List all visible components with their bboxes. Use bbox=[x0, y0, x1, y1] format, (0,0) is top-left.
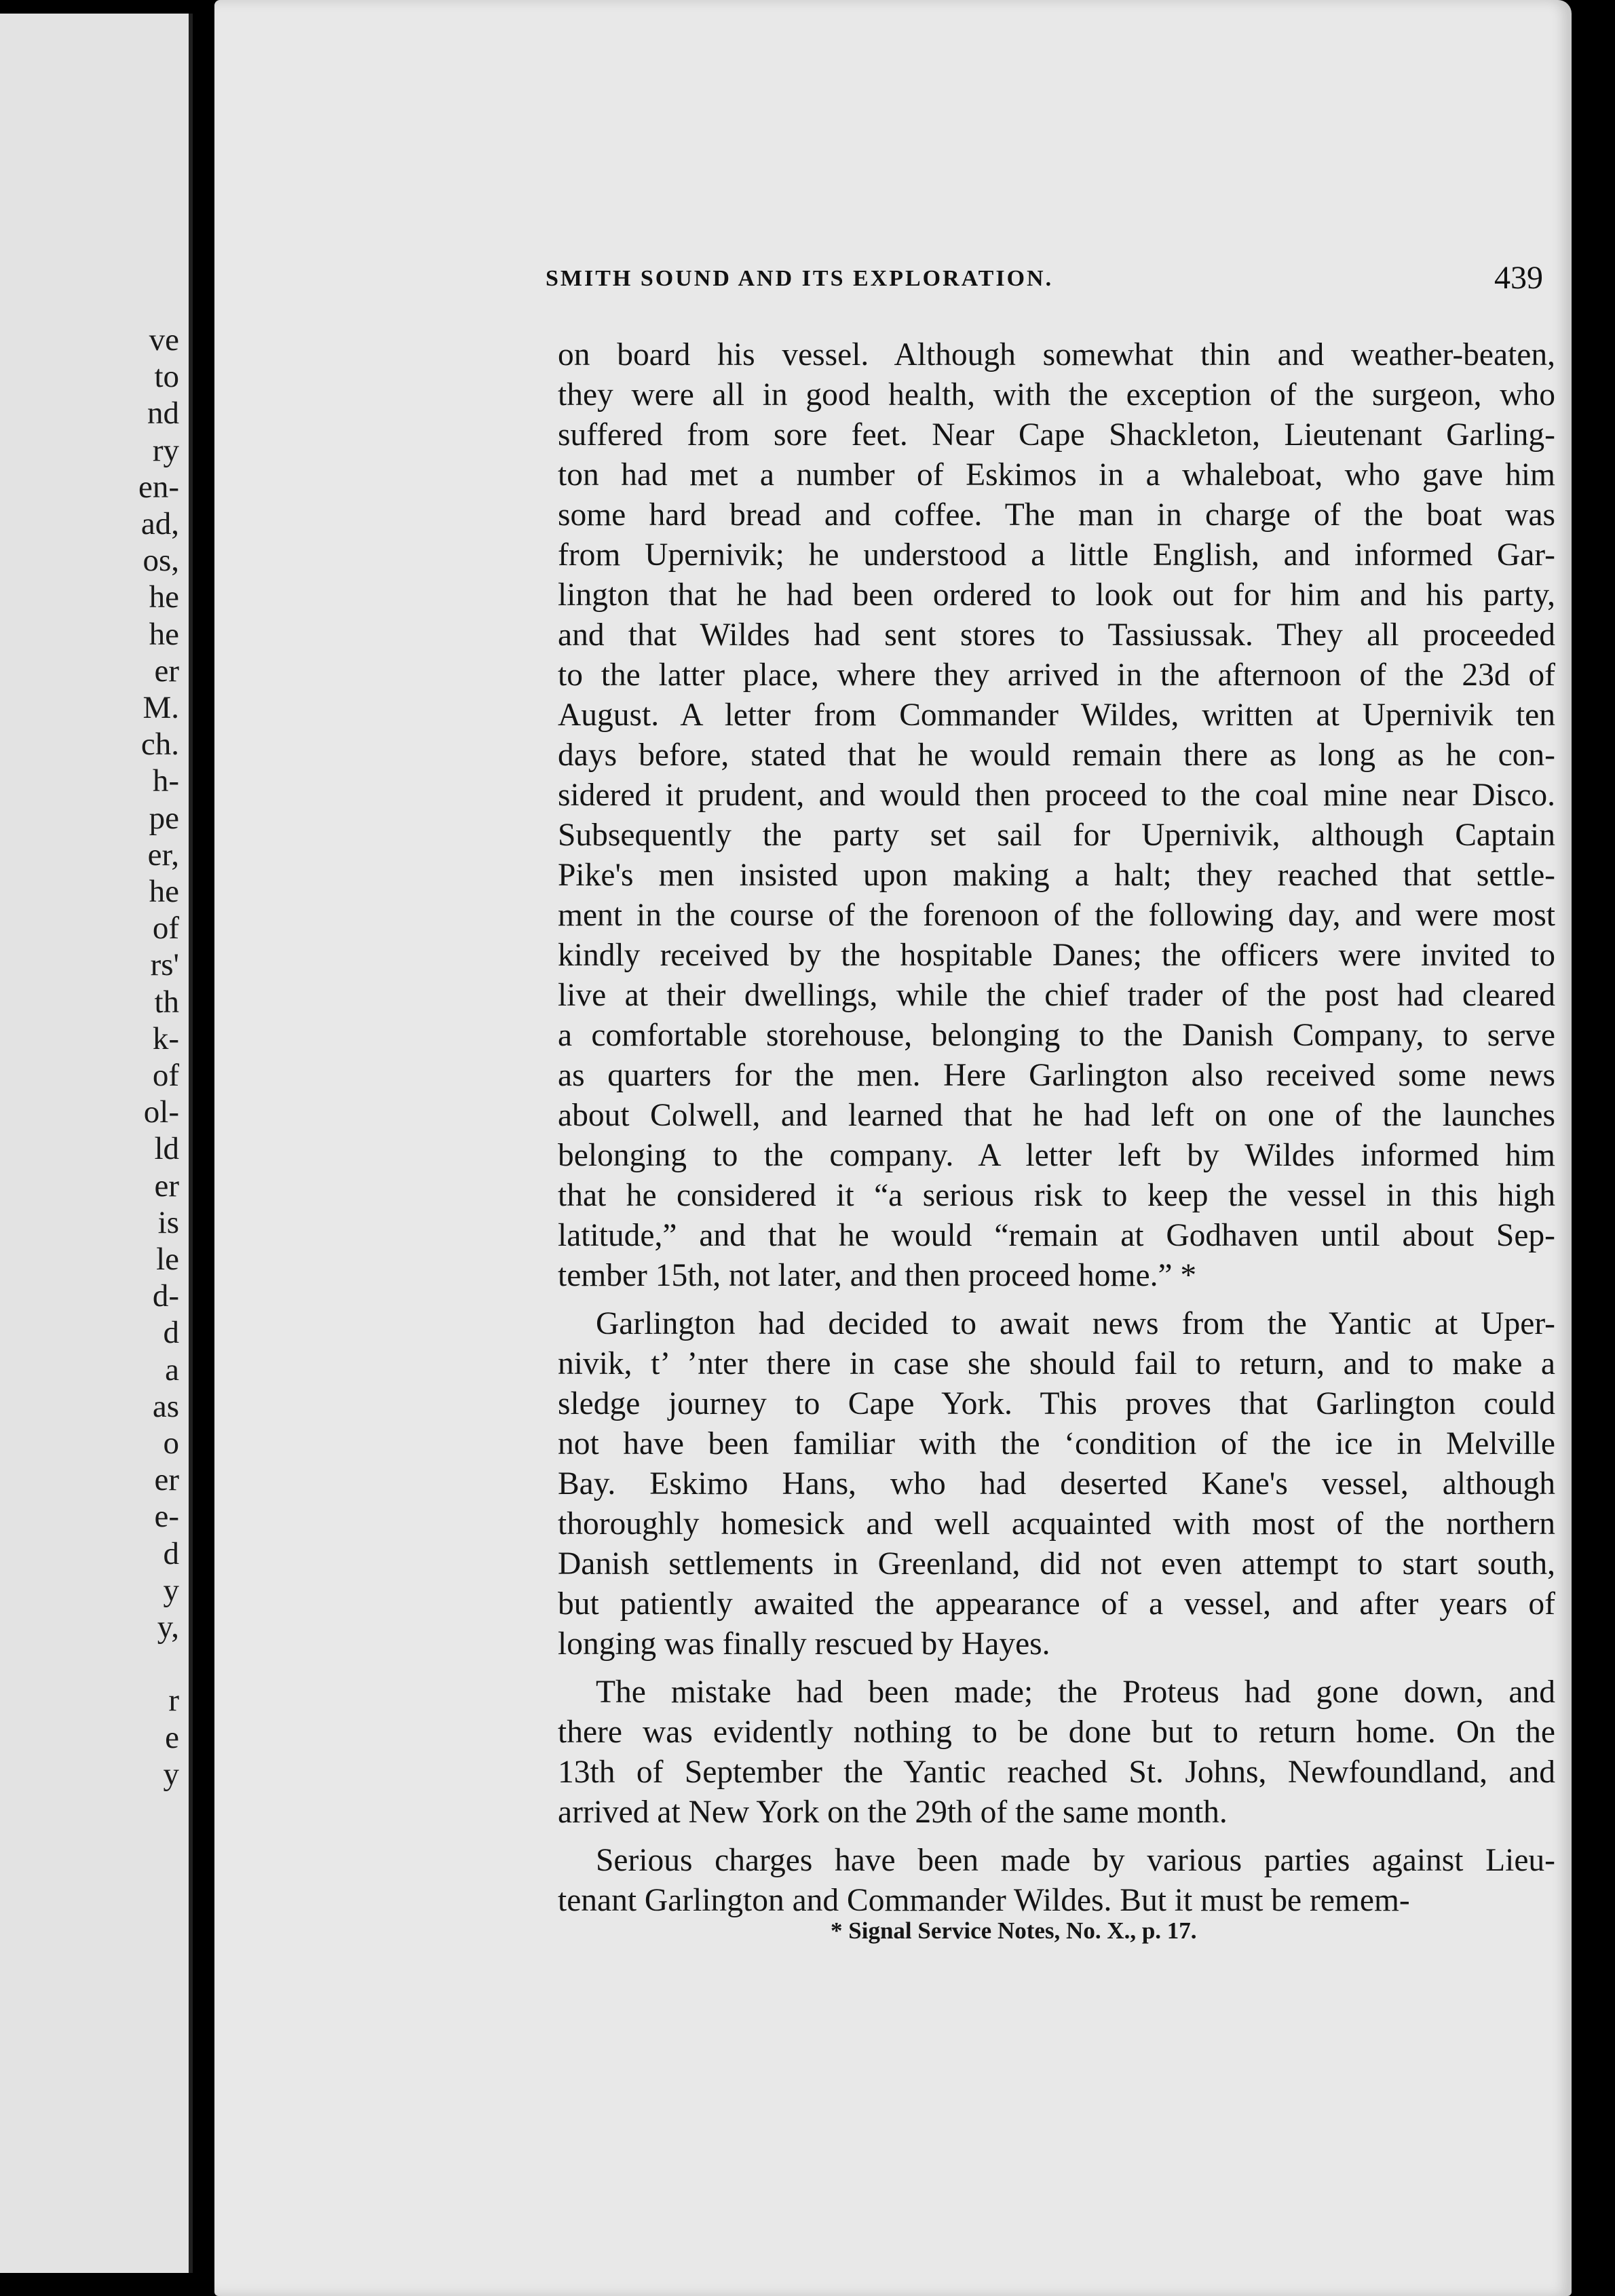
text-line: Bay. Eskimo Hans, who had deserted Kane's vessel, although bbox=[558, 1466, 1555, 1501]
text-line: about Colwell, and learned that he had left on one of the launches bbox=[558, 1098, 1555, 1133]
left-page-fragment: y bbox=[163, 1572, 179, 1608]
left-page-fragment: ry bbox=[152, 432, 179, 468]
text-line: arrived at New York on the 29th of the same month. bbox=[558, 1795, 1228, 1830]
text-line: that he considered it “a serious risk to keep the vessel in this high bbox=[558, 1178, 1555, 1213]
left-page-fragment: er bbox=[154, 1168, 179, 1204]
text-line: thoroughly homesick and well acquainted with most of the northern bbox=[558, 1506, 1555, 1542]
left-page-fragment: r bbox=[168, 1683, 179, 1719]
page-number: 439 bbox=[1494, 260, 1543, 296]
left-page-fragment: he bbox=[149, 579, 179, 615]
text-line: tenant Garlington and Commander Wildes. But it must be remem- bbox=[558, 1883, 1410, 1918]
text-line: they were all in good health, with the exception of the surgeon, who bbox=[558, 377, 1555, 413]
text-line: sidered it prudent, and would then proceed to the coal mine near Disco. bbox=[558, 778, 1555, 813]
left-page-fragment: a bbox=[165, 1352, 179, 1388]
text-line: August. A letter from Commander Wildes, written at Upernivik ten bbox=[558, 697, 1555, 733]
text-line: ton had met a number of Eskimos in a whaleboat, who gave him bbox=[558, 457, 1555, 493]
book-page bbox=[214, 0, 1572, 2296]
left-page-fragment: nd bbox=[147, 396, 179, 432]
text-line: some hard bread and coffee. The man in charge of the boat was bbox=[558, 497, 1555, 533]
text-line: belonging to the company. A letter left by Wildes informed him bbox=[558, 1138, 1555, 1173]
text-line: and that Wildes had sent stores to Tassiussak. They all proceeded bbox=[558, 617, 1555, 653]
left-page-fragment: ld bbox=[154, 1131, 179, 1167]
text-line: but patiently awaited the appearance of a vessel, and after years of bbox=[558, 1586, 1555, 1622]
running-head bbox=[546, 259, 1543, 307]
left-page-fragment: he bbox=[149, 874, 179, 909]
left-page-fragment: y bbox=[163, 1756, 179, 1792]
left-page-fragment: as bbox=[152, 1388, 179, 1424]
left-page-fragment: d bbox=[163, 1315, 179, 1351]
left-page-fragment: le bbox=[156, 1242, 179, 1277]
text-line: from Upernivik; he understood a little English, and informed Gar- bbox=[558, 537, 1555, 573]
text-line: days before, stated that he would remain there as long as he con- bbox=[558, 738, 1555, 773]
text-line: Danish settlements in Greenland, did not even attempt to start south, bbox=[558, 1546, 1555, 1582]
left-page-fragment: e- bbox=[154, 1499, 179, 1535]
left-page-fragment: o bbox=[163, 1426, 179, 1461]
paragraph bbox=[558, 1672, 1555, 1833]
text-line: lington that he had been ordered to look out for him and his party, bbox=[558, 577, 1555, 613]
left-page-fragment: ve bbox=[149, 322, 179, 358]
text-line: longing was finally rescued by Hayes. bbox=[558, 1626, 1050, 1662]
text-line: Subsequently the party set sail for Upernivik, although Captain bbox=[558, 818, 1555, 853]
left-page-fragment: en- bbox=[138, 469, 179, 505]
text-line: sledge journey to Cape York. This proves that Garlington could bbox=[558, 1386, 1555, 1421]
left-page-fragment: pe bbox=[149, 800, 179, 836]
paragraph bbox=[558, 1841, 1555, 1921]
text-line: ment in the course of the forenoon of the following day, and were most bbox=[558, 898, 1555, 933]
left-page-fragment: e bbox=[165, 1719, 179, 1755]
text-line: on board his vessel. Although somewhat thin and weather-beaten, bbox=[558, 337, 1555, 372]
text-line: there was evidently nothing to be done but to return home. On the bbox=[558, 1715, 1555, 1750]
text-line: not have been familiar with the ‘condition of the ice in Melville bbox=[558, 1426, 1555, 1461]
left-page-fragment: ol- bbox=[143, 1094, 179, 1130]
text-line: as quarters for the men. Here Garlington also received some news bbox=[558, 1058, 1555, 1093]
text-line: The mistake had been made; the Proteus had gone down, and bbox=[596, 1675, 1555, 1710]
text-line: a comfortable storehouse, belonging to the Danish Company, to serve bbox=[558, 1018, 1555, 1053]
text-line: tember 15th, not later, and then proceed home.” * bbox=[558, 1258, 1197, 1293]
left-page-fragment: er bbox=[154, 653, 179, 689]
previous-page-edge bbox=[0, 14, 193, 2273]
text-line: Pike's men insisted upon making a halt; they reached that settle- bbox=[558, 858, 1555, 893]
text-line: 13th of September the Yantic reached St. Johns, Newfoundland, and bbox=[558, 1755, 1555, 1790]
left-page-fragment: ch. bbox=[140, 727, 179, 763]
left-page-fragment: y, bbox=[157, 1609, 179, 1645]
text-line: Serious charges have been made by various parties against Lieu- bbox=[596, 1843, 1555, 1878]
left-page-fragment: d bbox=[163, 1535, 179, 1571]
left-page-fragment: to bbox=[154, 359, 179, 395]
text-line: live at their dwellings, while the chief trader of the post had cleared bbox=[558, 978, 1555, 1013]
left-page-fragment: of bbox=[152, 911, 179, 946]
left-page-fragment: h- bbox=[152, 763, 179, 799]
text-line: latitude,” and that he would “remain at Godhaven until about Sep- bbox=[558, 1218, 1555, 1253]
text-line: Garlington had decided to await news from the Yantic at Uper- bbox=[596, 1306, 1555, 1341]
left-page-fragment: of bbox=[152, 1058, 179, 1093]
text-line: nivik, t’ ’nter there in case she should fail to return, and to make a bbox=[558, 1346, 1555, 1381]
paragraph bbox=[558, 335, 1555, 1296]
left-page-fragment: rs' bbox=[150, 947, 179, 983]
text-line: suffered from sore feet. Near Cape Shackleton, Lieutenant Garling- bbox=[558, 417, 1555, 453]
left-page-fragment: er, bbox=[147, 837, 179, 873]
left-page-fragment: ad, bbox=[140, 506, 179, 541]
left-page-fragment: k- bbox=[152, 1020, 179, 1056]
text-line: to the latter place, where they arrived in the afternoon of the 23d of bbox=[558, 657, 1555, 693]
body-text bbox=[558, 335, 1555, 1921]
footnote: * Signal Service Notes, No. X., p. 17. bbox=[831, 1917, 1197, 1944]
left-page-fragment: M. bbox=[142, 690, 179, 725]
text-line: kindly received by the hospitable Danes; the officers were invited to bbox=[558, 938, 1555, 973]
left-page-fragment: he bbox=[149, 616, 179, 652]
left-page-fragment: th bbox=[154, 984, 179, 1020]
left-page-fragment: er bbox=[154, 1462, 179, 1498]
paragraph bbox=[558, 1304, 1555, 1664]
left-page-fragment: os, bbox=[142, 543, 179, 579]
left-page-fragment: d- bbox=[152, 1278, 179, 1314]
running-head-title: SMITH SOUND AND ITS EXPLORATION. bbox=[546, 266, 1054, 291]
left-page-fragment: is bbox=[157, 1204, 179, 1240]
